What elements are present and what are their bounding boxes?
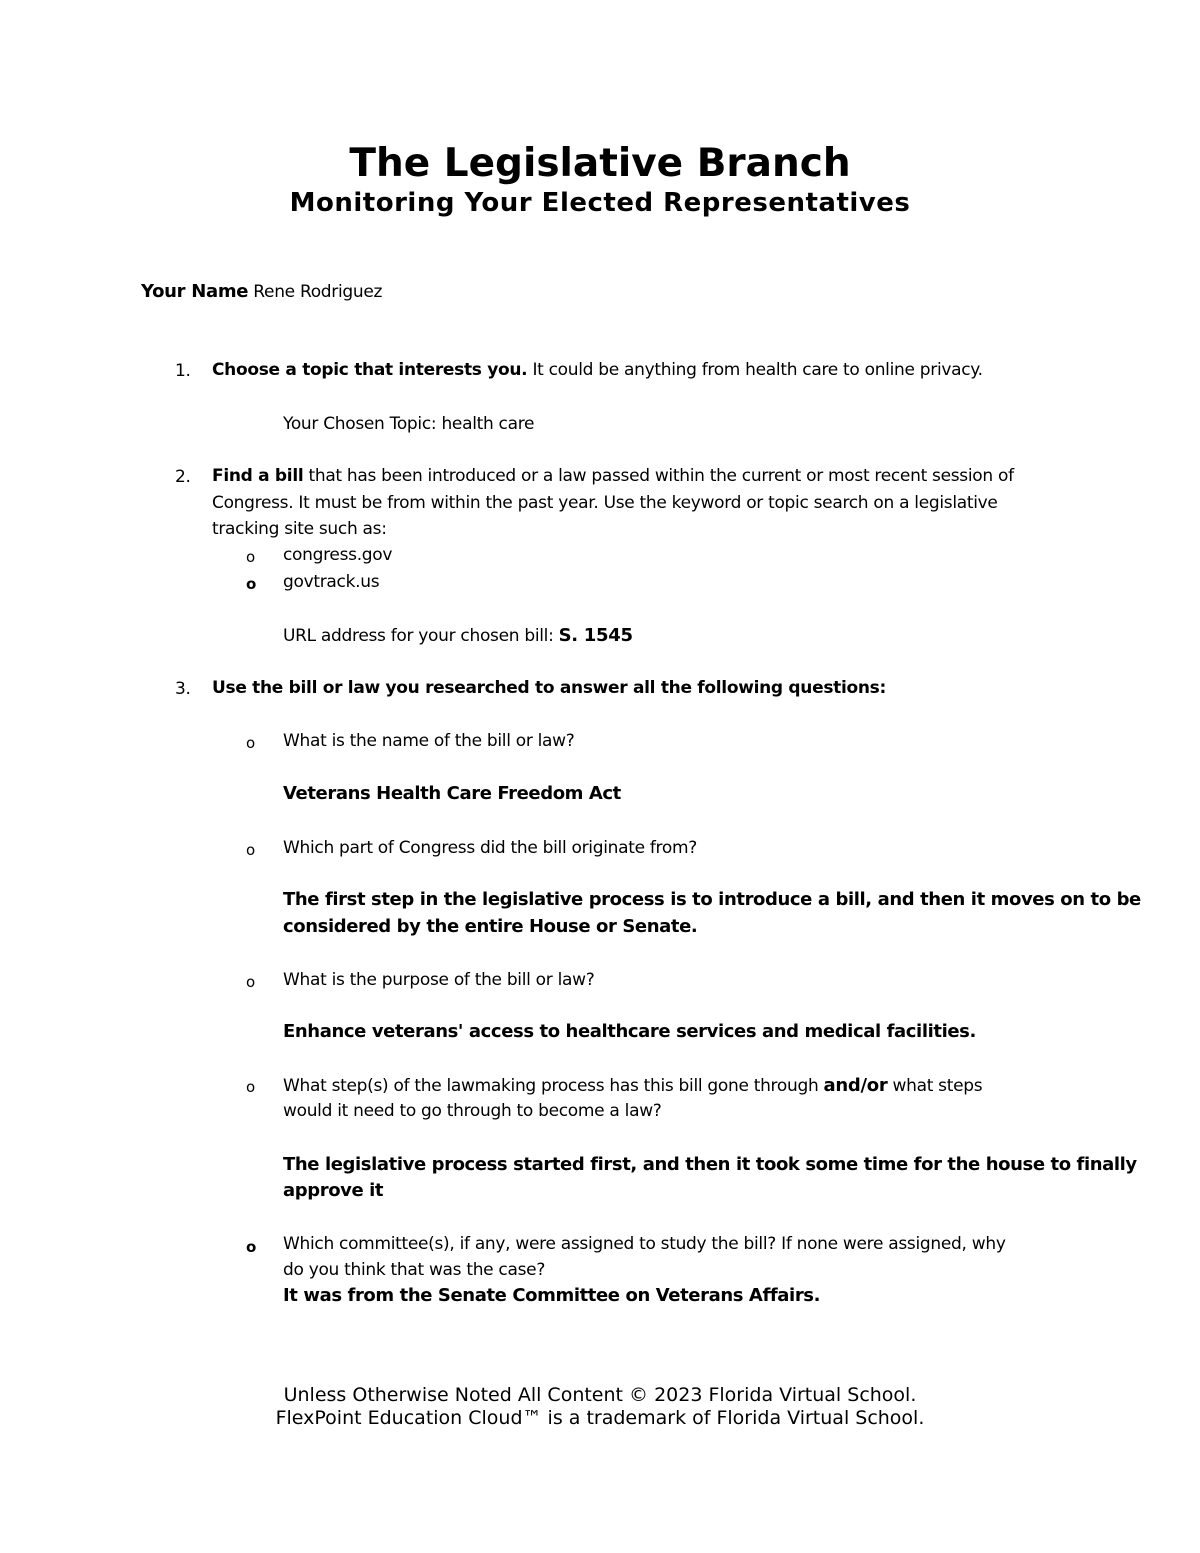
q2-url-value: S. 1545 xyxy=(558,625,633,646)
q1-answer-label: Your Chosen Topic: xyxy=(283,414,442,434)
site-govtrack-us: govtrack.us xyxy=(283,572,380,592)
q3-heading: Use the bill or law you researched to answer all the following questions: xyxy=(212,678,886,698)
q3b-answer-line1: The first step in the legislative process is to introduce a bill, and then it moves on to be xyxy=(283,889,1141,910)
name-line xyxy=(141,281,382,302)
site-congress-gov: congress.gov xyxy=(283,545,393,565)
q2-url-label: URL address for your chosen bill: xyxy=(283,626,559,646)
q1-prompt xyxy=(212,360,983,380)
name-label: Your Name xyxy=(141,281,249,302)
q2-prompt-rest: that has been introduced or a law passed within the current or most recent session of xyxy=(303,466,1014,486)
bullet-icon: o xyxy=(246,973,255,991)
q1-answer-value: health care xyxy=(441,414,535,434)
q1-number: 1. xyxy=(175,361,191,381)
q3a-answer: Veterans Health Care Freedom Act xyxy=(283,783,621,804)
name-value: Rene Rodriguez xyxy=(253,282,383,302)
q3-number: 3. xyxy=(175,679,191,699)
footer-copyright: Unless Otherwise Noted All Content © 2023 Florida Virtual School. xyxy=(283,1384,917,1406)
bullet-icon: o xyxy=(246,548,255,566)
q3e-answer: It was from the Senate Committee on Veterans Affairs. xyxy=(283,1285,821,1306)
bullet-icon: o xyxy=(246,841,255,859)
page-subtitle: Monitoring Your Elected Representatives xyxy=(289,188,911,218)
q3d-answer-line2: approve it xyxy=(283,1180,384,1201)
q3c-question: What is the purpose of the bill or law? xyxy=(283,970,595,990)
q2-prompt-line2: Congress. It must be from within the past year. Use the keyword or topic search on a legislative xyxy=(212,493,998,513)
q1-answer xyxy=(283,414,534,434)
q3a-question: What is the name of the bill or law? xyxy=(283,731,575,751)
q1-prompt-bold: Choose a topic that interests you. xyxy=(212,360,528,380)
footer-trademark: FlexPoint Education Cloud™ is a trademark of Florida Virtual School. xyxy=(275,1407,925,1429)
page-title: The Legislative Branch xyxy=(349,141,851,186)
q1-prompt-rest: It could be anything from health care to online privacy. xyxy=(527,360,983,380)
q2-prompt-bold: Find a bill xyxy=(212,466,304,486)
q3c-answer: Enhance veterans' access to healthcare services and medical facilities. xyxy=(283,1021,976,1042)
bullet-icon: o xyxy=(246,734,255,752)
q2-number: 2. xyxy=(175,467,191,487)
q3d-question-and-or: and/or xyxy=(823,1075,888,1096)
q3e-question-line2: do you think that was the case? xyxy=(283,1260,546,1280)
bullet-icon: o xyxy=(246,1238,257,1256)
q2-url-line xyxy=(283,625,633,646)
q3d-question-line1 xyxy=(283,1075,982,1096)
q3d-question-part-a: What step(s) of the lawmaking process has this bill gone through xyxy=(283,1076,824,1096)
bullet-icon: o xyxy=(246,1078,255,1096)
q3b-answer-line2: considered by the entire House or Senate. xyxy=(283,916,698,937)
q3e-question-line1: Which committee(s), if any, were assigned to study the bill? If none were assigned, why xyxy=(283,1234,1006,1254)
q3d-question-part-b: what steps xyxy=(887,1076,983,1096)
bullet-icon: o xyxy=(246,575,257,593)
q3d-question-line2: would it need to go through to become a law? xyxy=(283,1101,662,1121)
q3d-answer-line1: The legislative process started first, and then it took some time for the house to finally xyxy=(283,1154,1137,1175)
q3b-question: Which part of Congress did the bill originate from? xyxy=(283,838,697,858)
q2-prompt-line3: tracking site such as: xyxy=(212,519,387,539)
q2-prompt-line1 xyxy=(212,466,1014,486)
